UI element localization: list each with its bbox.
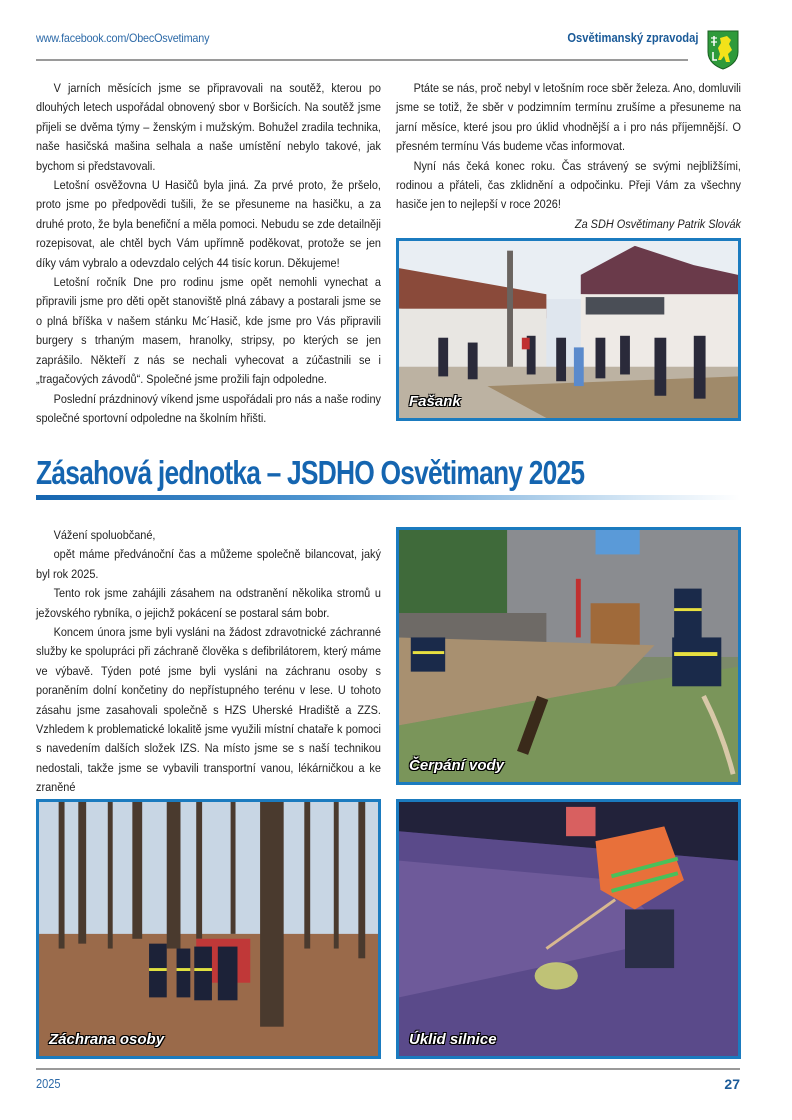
header-divider <box>36 59 688 61</box>
photo-fasank <box>396 238 741 421</box>
paragraph: Ptáte se nás, proč nebyl v letošním roce sběr železa. Ano, domluvili jsme se totiž, že sběr v podzimním termínu zrušíme a přesuneme na jarní měsíce, které jsou pro úklid vhodnější a i pro nás příjemnější. O přesném termínu Vás budeme včas informovat. <box>396 81 741 154</box>
section-text-column <box>36 526 381 798</box>
forest-rescue-image <box>39 802 378 1056</box>
greeting: Vážení spoluobčané, <box>53 528 156 542</box>
paragraph: opět máme předvánoční čas a můžeme společně bilancovat, jaký byl rok 2025. <box>36 547 381 581</box>
footer-divider <box>36 1068 740 1070</box>
paragraph: V jarních měsících jsme se připravovali na soutěž, kterou po dlouhých letech uspořádal obnovený sbor v Boršicích. Na soutěž jsme přijeli se dvěma týmy – ženským i mužským. Bohužel zradila technika, naše hasičská mašina selhala a naše umístění nebylo takové, jak bychom si představovali. <box>36 81 381 173</box>
carnival-street-image <box>399 241 738 418</box>
paragraph: Koncem února jsme byli vysláni na žádost zdravotnické záchranné služby ke spolupráci při záchraně člověka s defibrilátorem, který máme ve výbavě. Týden poté jsme byli vysláni na záchranu osoby s poraněním dolní končetiny do nepřístupného terénu v lese. U tohoto zásahu jsme zasahovali společně s HZS Uherské Hradiště a ZZS. Vzhledem k problematické lokalitě jsme využili místní chataře k pomoci s navedením dalších složek IZS. Na místo jsme se s naší technikou nedostali, takže jsme se vybavili transportní vanou, lékárničkou a ke zraněné <box>36 625 381 795</box>
photo-person-rescue <box>36 799 381 1059</box>
night-road-cleanup-image <box>399 802 738 1056</box>
paragraph: Tento rok jsme zahájili zásahem na odstranění několika stromů u ježovského rybníka, o jejichž pokácení se postaral sám bobr. <box>36 586 381 620</box>
paragraph: Nyní nás čeká konec roku. Čas strávený se svými nejbližšími, rodinou a přáteli, čas zklidnění a odpočinku. Přeji Vám za všechny hasiče jen to nejlepší v roce 2026! <box>396 158 741 212</box>
photo-road-cleanup <box>396 799 741 1059</box>
article-column-right <box>396 79 741 234</box>
photo-caption: Úklid silnice <box>409 1031 497 1048</box>
flood-pumping-image <box>399 530 738 782</box>
photo-water-pumping <box>396 527 741 785</box>
photo-caption: Fašank <box>409 393 461 410</box>
paragraph: Letošní osvěžovna U Hasičů byla jiná. Za prvé proto, že pršelo, proto jsme po předpovědi tušili, že se přesuneme na hasičku, a za druhé proto, že byla benefiční a měla pomoci. Nebudu se zde detailněji rozepisovat, ale chtěl bych Vám upřímně poděkovat, protože se jen díky vám vybralo a odevzdalo celých 44 tisíc korun. Děkujeme! <box>36 178 381 270</box>
heading-underline <box>36 495 740 500</box>
signature: Za SDH Osvětimany Patrik Slovák <box>574 216 741 231</box>
coat-of-arms-icon <box>707 30 739 70</box>
photo-caption: Záchrana osoby <box>49 1031 165 1048</box>
article-column-left <box>36 79 381 428</box>
paragraph: Poslední prázdninový víkend jsme uspořádali pro nás a naše rodiny společné sportovní odpoledne na školním hřišti. <box>36 391 381 425</box>
publication-title: Osvětimanský zpravodaj <box>566 30 698 45</box>
section-heading: Zásahová jednotka – JSDHO Osvětimany 2025 <box>36 454 585 491</box>
paragraph: Letošní ročník Dne pro rodinu jsme opět nemohli vynechat a připravili jsme pro děti opět stanoviště plná zábavy a postarali jsme se o plná bříška v našem stánku Mc´Hasič, kde jsme pro Vás připravili burgery s trhaným masem, hranolky, stripsy, po kterých se jen zaprášilo. Někteří z nás se nechali vyhecovat a zúčastnili se i „tragačových závodů“. Společné jsme prožili fajn odpoledne. <box>36 275 381 387</box>
footer-year: 2025 <box>36 1076 61 1091</box>
photo-caption: Čerpání vody <box>409 757 505 774</box>
facebook-link[interactable]: www.facebook.com/ObecOsvetimany <box>36 31 210 45</box>
page-number: 27 <box>724 1076 740 1092</box>
